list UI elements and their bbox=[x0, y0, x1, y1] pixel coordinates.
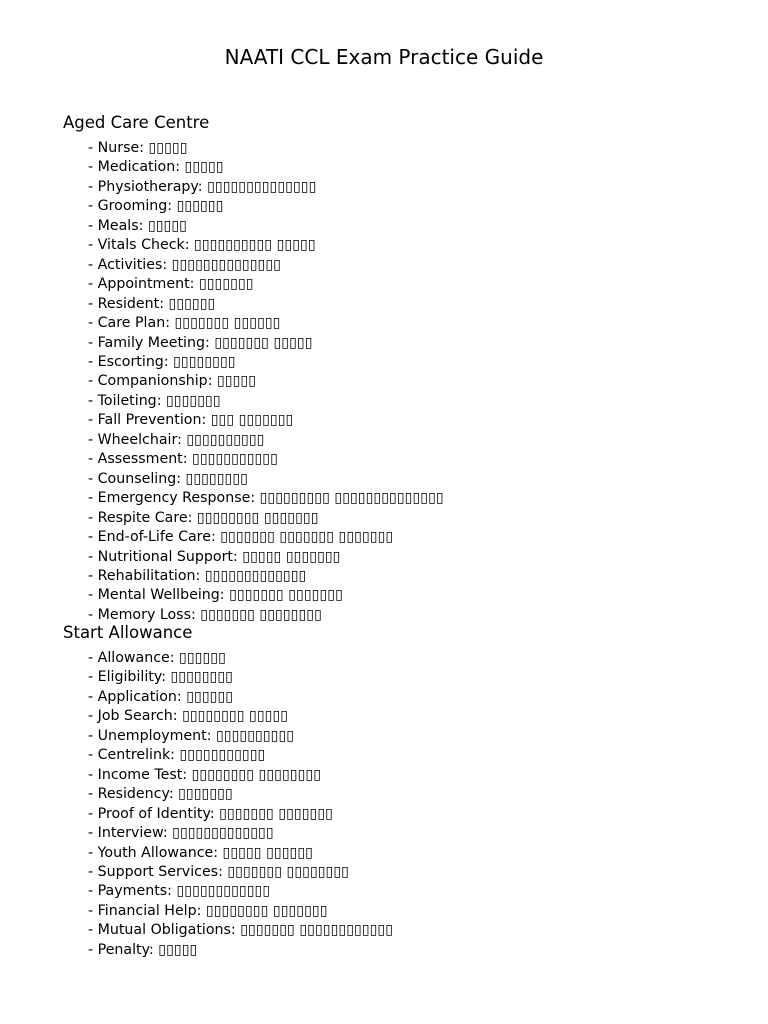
list-item bbox=[88, 509, 444, 528]
list-bullet-dash: - bbox=[88, 412, 98, 429]
list-bullet-dash: - bbox=[88, 198, 98, 215]
list-item bbox=[88, 256, 444, 275]
term-english: Medication : bbox=[98, 159, 185, 175]
term-list-aged-care-centre bbox=[88, 139, 444, 625]
term-translation: ▯▯▯▯▯ bbox=[147, 217, 187, 234]
term-translation: ▯▯▯▯▯▯ bbox=[176, 198, 224, 215]
page-title: NAATI CCL Exam Practice Guide bbox=[224, 45, 544, 69]
list-bullet-dash: - bbox=[88, 567, 98, 584]
list-item bbox=[88, 586, 444, 605]
term-translation: ▯▯▯▯▯▯▯▯ bbox=[170, 669, 233, 686]
term-translation: ▯▯▯▯▯▯▯▯▯▯ ▯▯▯▯▯ bbox=[194, 237, 316, 254]
list-bullet-dash: - bbox=[88, 334, 98, 351]
term-translation: ▯▯▯▯▯▯▯▯▯▯ bbox=[216, 727, 295, 744]
list-bullet-dash: - bbox=[88, 373, 98, 390]
list-bullet-dash: - bbox=[88, 256, 98, 273]
term-english: Assessment : bbox=[98, 451, 192, 467]
term-translation: ▯▯▯▯▯▯▯ ▯▯▯▯▯▯▯ bbox=[229, 587, 343, 604]
term-english: Application : bbox=[98, 689, 187, 705]
term-english: Mutual Obligations : bbox=[98, 922, 241, 938]
term-translation: ▯▯▯▯▯▯▯▯ ▯▯▯▯▯▯▯ bbox=[205, 902, 328, 919]
list-bullet-dash: - bbox=[88, 237, 98, 254]
term-translation: ▯▯▯▯▯▯▯▯▯▯▯ bbox=[192, 451, 278, 468]
term-translation: ▯▯▯▯▯▯▯▯▯▯▯▯▯ bbox=[204, 567, 307, 584]
term-translation: ▯▯▯▯▯▯▯ bbox=[178, 786, 233, 803]
term-english: Unemployment : bbox=[98, 728, 216, 744]
term-english: Allowance : bbox=[98, 650, 179, 666]
list-bullet-dash: - bbox=[88, 276, 98, 293]
list-item bbox=[88, 411, 444, 430]
list-item bbox=[88, 668, 393, 687]
list-bullet-dash: - bbox=[88, 844, 98, 861]
term-english: Residency : bbox=[98, 786, 178, 802]
term-english: Nutritional Support : bbox=[98, 549, 243, 565]
list-bullet-dash: - bbox=[88, 727, 98, 744]
term-english: Penalty : bbox=[98, 942, 159, 958]
list-item bbox=[88, 727, 393, 746]
list-item bbox=[88, 489, 444, 508]
list-item bbox=[88, 217, 444, 236]
term-english: Appointment : bbox=[98, 276, 199, 292]
term-translation: ▯▯▯▯▯▯▯▯▯▯▯▯ bbox=[176, 883, 271, 900]
term-translation: ▯▯▯▯▯▯▯ ▯▯▯▯▯▯▯▯▯▯▯▯ bbox=[240, 922, 394, 939]
term-english: Companionship : bbox=[98, 373, 217, 389]
term-english: Interview : bbox=[98, 825, 173, 841]
list-item bbox=[88, 392, 444, 411]
term-english: Activities : bbox=[98, 257, 172, 273]
term-english: Payments : bbox=[98, 883, 177, 899]
term-english: Escorting : bbox=[98, 354, 173, 370]
list-item bbox=[88, 353, 444, 372]
term-translation: ▯▯▯▯▯▯▯▯▯▯▯ bbox=[179, 747, 266, 764]
term-translation: ▯▯▯▯▯ bbox=[184, 159, 224, 176]
list-bullet-dash: - bbox=[88, 509, 98, 526]
list-item bbox=[88, 863, 393, 882]
list-bullet-dash: - bbox=[88, 529, 98, 546]
list-bullet-dash: - bbox=[88, 353, 98, 370]
list-bullet-dash: - bbox=[88, 140, 98, 156]
list-item bbox=[88, 314, 444, 333]
list-bullet-dash: - bbox=[88, 863, 98, 880]
term-english: Nurse : bbox=[98, 140, 149, 156]
list-bullet-dash: - bbox=[88, 825, 98, 842]
list-item bbox=[88, 707, 393, 726]
list-item bbox=[88, 902, 393, 921]
term-translation: ▯▯▯▯▯▯▯▯ bbox=[185, 470, 248, 487]
list-item bbox=[88, 275, 444, 294]
list-item bbox=[88, 805, 393, 824]
list-item bbox=[88, 295, 444, 314]
list-item bbox=[88, 431, 444, 450]
term-translation: ▯▯▯▯▯▯▯ ▯▯▯▯▯ bbox=[214, 334, 313, 351]
term-translation: ▯▯▯▯▯▯▯▯ ▯▯▯▯▯▯▯▯ bbox=[191, 766, 322, 783]
term-translation: ▯▯▯▯▯ bbox=[158, 941, 198, 958]
list-item bbox=[88, 785, 393, 804]
term-english: Care Plan : bbox=[98, 315, 175, 331]
section-heading-aged-care-centre: Aged Care Centre bbox=[63, 113, 210, 132]
term-english: Wheelchair : bbox=[98, 432, 187, 448]
list-item bbox=[88, 197, 444, 216]
list-item bbox=[88, 824, 393, 843]
list-bullet-dash: - bbox=[88, 786, 98, 803]
term-translation: ▯▯▯▯▯▯▯▯ bbox=[173, 353, 236, 370]
list-bullet-dash: - bbox=[88, 217, 98, 234]
term-translation: ▯▯▯▯▯ ▯▯▯▯▯▯▯ bbox=[242, 548, 341, 565]
list-item bbox=[88, 158, 444, 177]
list-bullet-dash: - bbox=[88, 315, 98, 332]
term-translation: ▯▯▯▯▯▯▯▯▯ ▯▯▯▯▯▯▯▯▯▯▯▯▯▯ bbox=[259, 490, 444, 507]
term-english: Emergency Response : bbox=[98, 490, 260, 506]
list-item bbox=[88, 236, 444, 255]
list-item bbox=[88, 844, 393, 863]
list-item bbox=[88, 139, 444, 158]
term-translation: ▯▯▯▯▯▯▯ bbox=[166, 392, 221, 409]
list-item bbox=[88, 334, 444, 353]
term-english: Vitals Check : bbox=[98, 237, 194, 253]
list-item bbox=[88, 882, 393, 901]
list-bullet-dash: - bbox=[88, 470, 98, 487]
term-translation: ▯▯▯▯▯▯▯▯▯▯▯▯▯ bbox=[172, 825, 274, 842]
list-bullet-dash: - bbox=[88, 922, 98, 939]
list-bullet-dash: - bbox=[88, 708, 98, 725]
term-english: Job Search : bbox=[98, 708, 182, 724]
term-english: Youth Allowance : bbox=[98, 845, 223, 861]
term-english: Fall Prevention : bbox=[98, 412, 211, 428]
term-english: Support Services : bbox=[98, 864, 228, 880]
list-bullet-dash: - bbox=[88, 650, 98, 666]
list-item bbox=[88, 766, 393, 785]
term-english: Eligibility : bbox=[98, 669, 171, 685]
term-english: End-of-Life Care : bbox=[98, 529, 221, 545]
term-english: Memory Loss : bbox=[98, 607, 201, 623]
list-bullet-dash: - bbox=[88, 159, 98, 176]
term-english: Financial Help : bbox=[98, 903, 206, 919]
term-translation: ▯▯▯▯▯▯▯▯▯▯ bbox=[186, 431, 265, 448]
term-english: Resident : bbox=[98, 296, 169, 312]
term-translation: ▯▯▯▯▯▯▯ ▯▯▯▯▯▯▯ bbox=[219, 805, 333, 822]
term-translation: ▯▯▯▯▯▯ bbox=[179, 650, 226, 666]
list-item bbox=[88, 470, 444, 489]
list-item bbox=[88, 450, 444, 469]
term-translation: ▯▯▯ ▯▯▯▯▯▯▯ bbox=[210, 412, 294, 429]
list-bullet-dash: - bbox=[88, 548, 98, 565]
term-english: Proof of Identity : bbox=[98, 806, 220, 822]
list-item bbox=[88, 178, 444, 197]
term-translation: ▯▯▯▯▯▯▯ bbox=[198, 276, 254, 293]
term-translation: ▯▯▯▯▯ ▯▯▯▯▯▯ bbox=[222, 844, 313, 861]
term-translation: ▯▯▯▯▯ bbox=[148, 140, 188, 156]
list-bullet-dash: - bbox=[88, 805, 98, 822]
term-translation: ▯▯▯▯▯▯▯▯ ▯▯▯▯▯▯▯ bbox=[196, 509, 319, 526]
list-item bbox=[88, 528, 444, 547]
list-item bbox=[88, 746, 393, 765]
term-english: Counseling : bbox=[98, 471, 186, 487]
list-bullet-dash: - bbox=[88, 669, 98, 686]
term-list-start-allowance bbox=[88, 649, 393, 960]
term-english: Mental Wellbeing : bbox=[98, 587, 229, 603]
term-translation: ▯▯▯▯▯ bbox=[216, 373, 257, 390]
term-translation: ▯▯▯▯▯▯ bbox=[186, 688, 234, 705]
list-bullet-dash: - bbox=[88, 941, 98, 958]
list-bullet-dash: - bbox=[88, 431, 98, 448]
term-english: Physiotherapy : bbox=[98, 179, 207, 195]
term-english: Respite Care : bbox=[98, 510, 197, 526]
term-english: Grooming : bbox=[98, 198, 177, 214]
term-translation: ▯▯▯▯▯▯ bbox=[168, 295, 216, 312]
list-bullet-dash: - bbox=[88, 688, 98, 705]
term-translation: ▯▯▯▯▯▯▯▯▯▯▯▯▯▯ bbox=[207, 178, 317, 195]
term-english: Rehabilitation : bbox=[98, 568, 205, 584]
term-translation: ▯▯▯▯▯▯▯ ▯▯▯▯▯▯▯▯ bbox=[227, 863, 349, 880]
list-bullet-dash: - bbox=[88, 392, 98, 409]
list-bullet-dash: - bbox=[88, 747, 98, 764]
list-bullet-dash: - bbox=[88, 178, 98, 195]
list-item bbox=[88, 548, 444, 567]
list-bullet-dash: - bbox=[88, 490, 98, 507]
term-english: Toileting : bbox=[98, 393, 166, 409]
list-item bbox=[88, 649, 393, 668]
term-translation: ▯▯▯▯▯▯▯ ▯▯▯▯▯▯ bbox=[174, 315, 281, 332]
term-english: Centrelink : bbox=[98, 747, 180, 763]
list-bullet-dash: - bbox=[88, 902, 98, 919]
list-bullet-dash: - bbox=[88, 883, 98, 900]
list-item bbox=[88, 567, 444, 586]
list-item bbox=[88, 688, 393, 707]
term-translation: ▯▯▯▯▯▯▯ ▯▯▯▯▯▯▯▯ bbox=[200, 606, 322, 623]
list-bullet-dash: - bbox=[88, 451, 98, 468]
term-english: Income Test : bbox=[98, 767, 192, 783]
term-translation: ▯▯▯▯▯▯▯▯ ▯▯▯▯▯ bbox=[182, 708, 289, 725]
term-english: Family Meeting : bbox=[98, 335, 215, 351]
list-bullet-dash: - bbox=[88, 587, 98, 604]
term-translation: ▯▯▯▯▯▯▯▯▯▯▯▯▯▯ bbox=[171, 256, 281, 273]
section-heading-start-allowance: Start Allowance bbox=[63, 623, 193, 642]
list-item bbox=[88, 372, 444, 391]
list-bullet-dash: - bbox=[88, 606, 98, 623]
list-item bbox=[88, 941, 393, 960]
list-bullet-dash: - bbox=[88, 295, 98, 312]
term-translation: ▯▯▯▯▯▯▯ ▯▯▯▯▯▯▯ ▯▯▯▯▯▯▯ bbox=[220, 529, 394, 546]
list-item bbox=[88, 921, 393, 940]
term-english: Meals : bbox=[98, 218, 148, 234]
list-bullet-dash: - bbox=[88, 766, 98, 783]
